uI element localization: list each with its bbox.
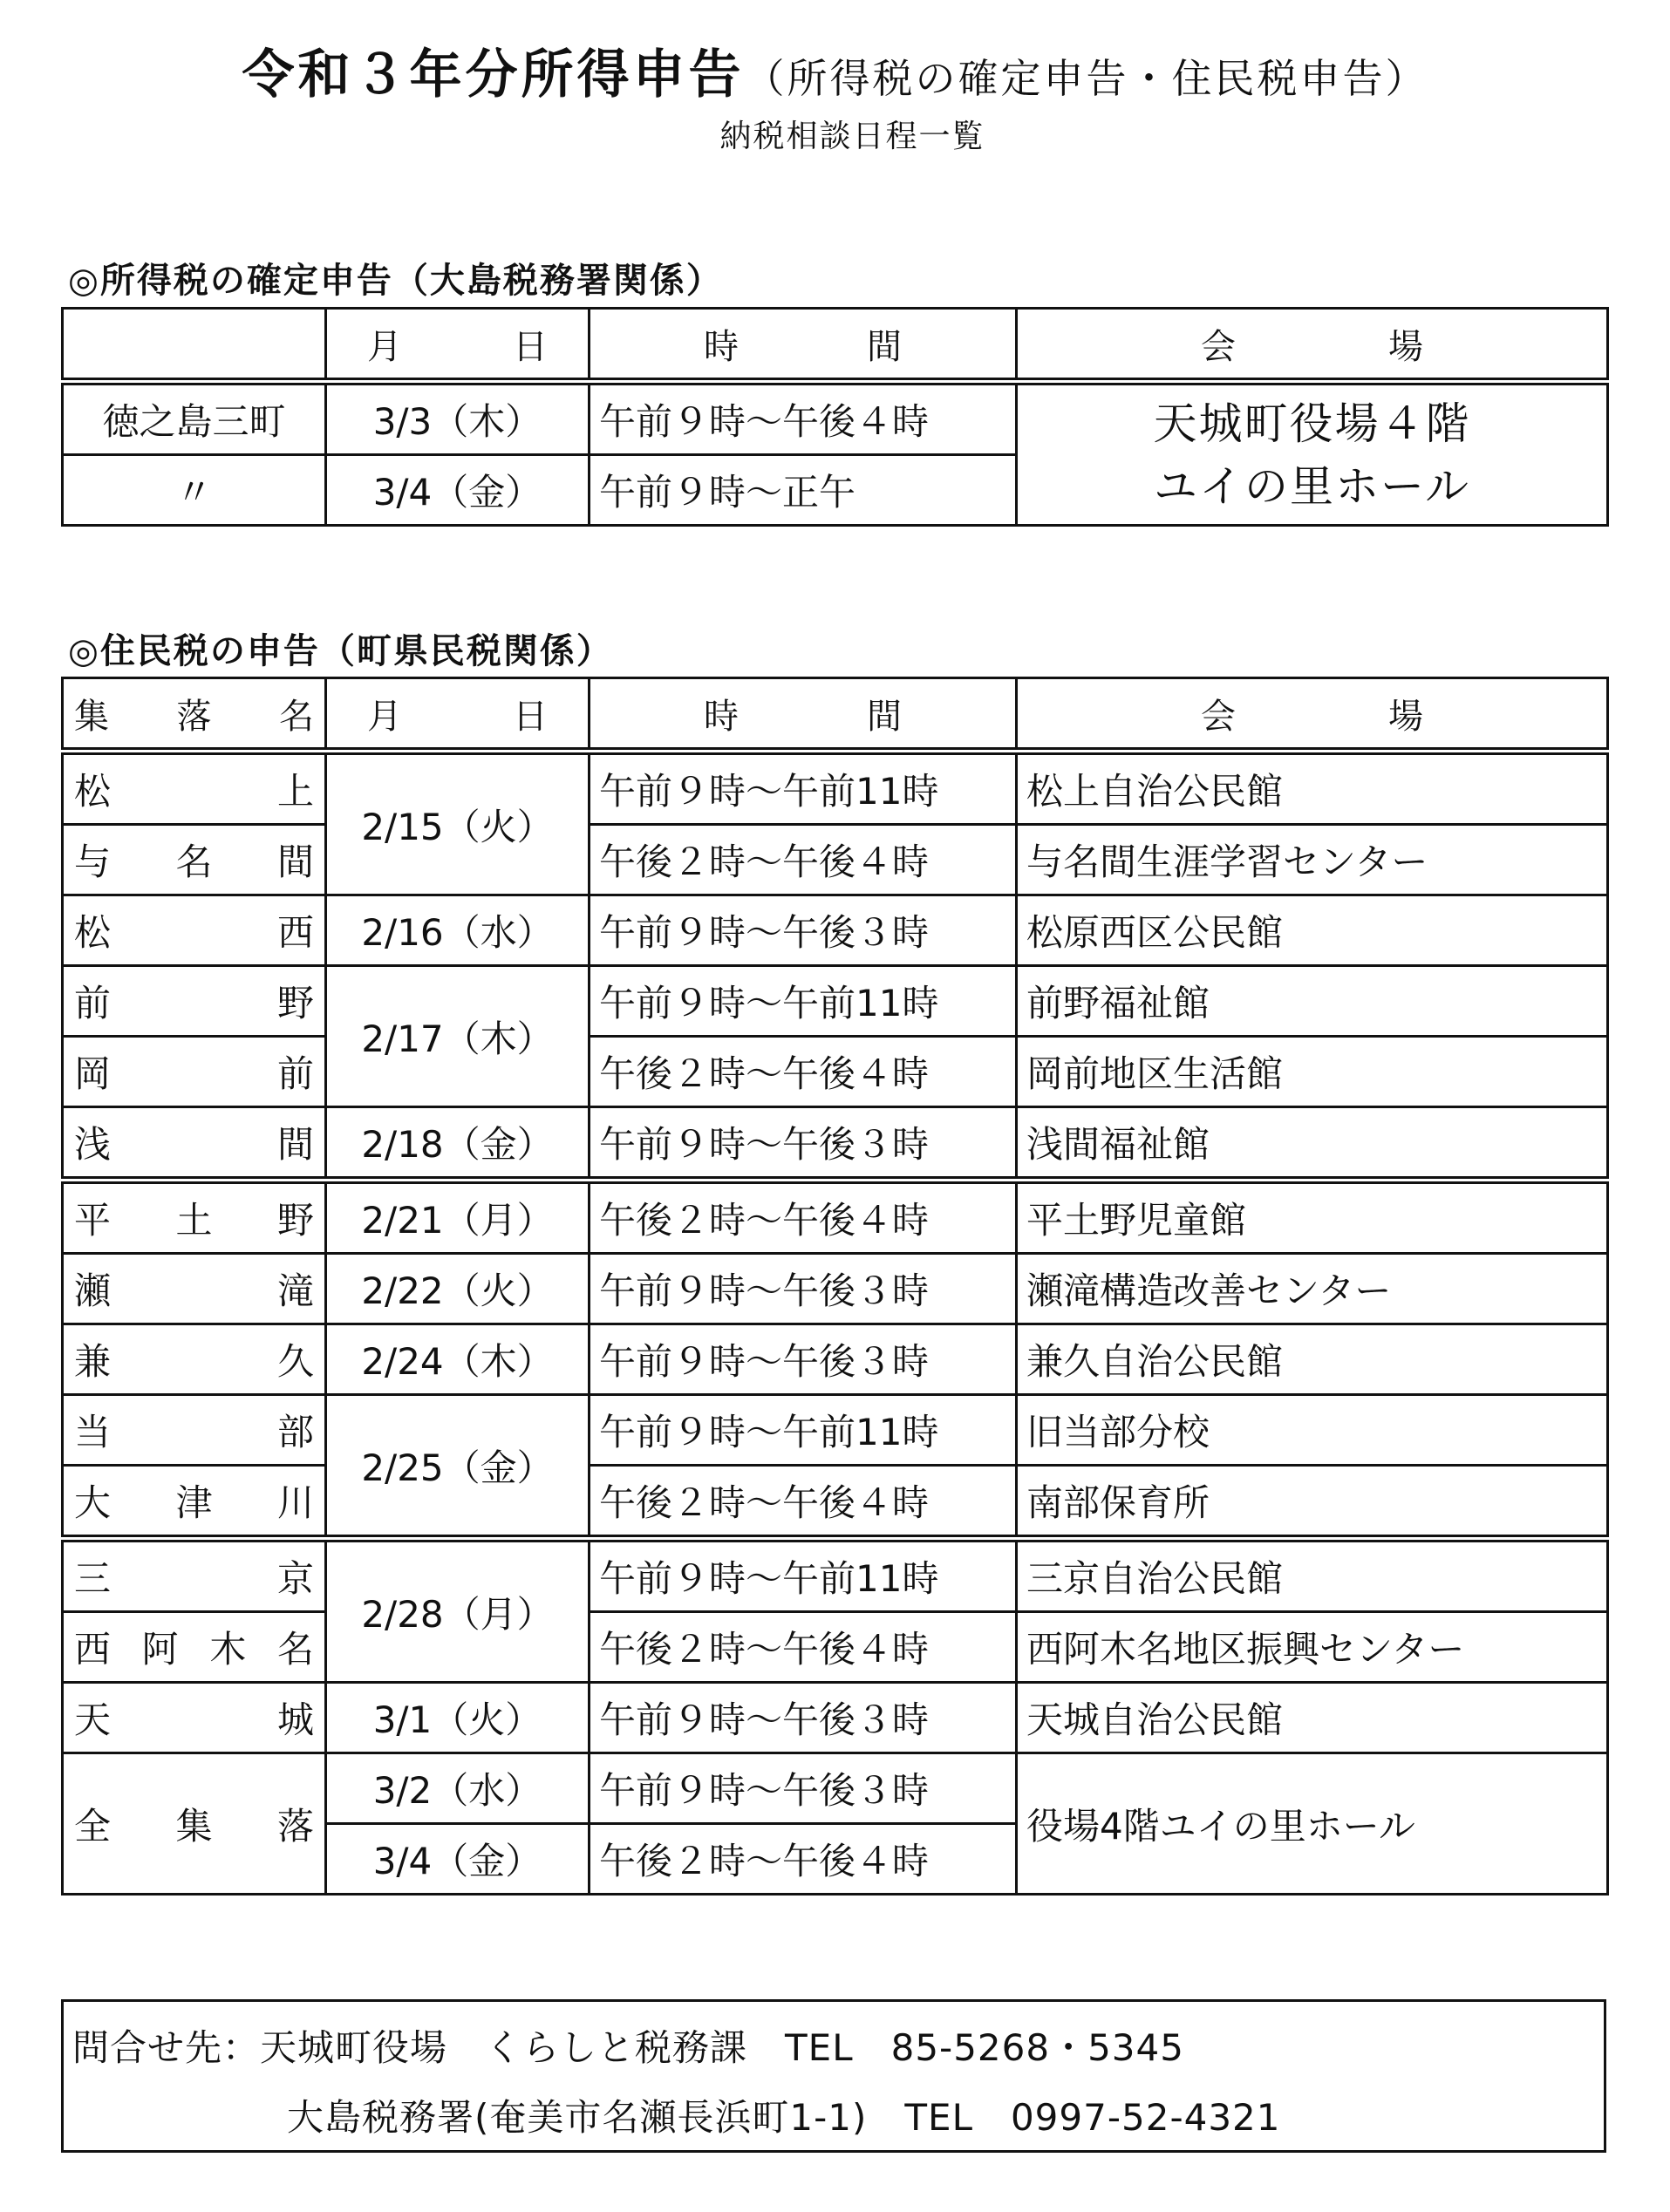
time-cell: 午後２時～午後４時	[590, 1037, 1017, 1107]
settlement-char: 部	[276, 1411, 314, 1453]
date-cell: 2/28（月）	[326, 1539, 590, 1683]
table-row	[63, 1107, 1608, 1181]
date-cell: 2/21（月）	[326, 1181, 590, 1254]
table-header-row	[63, 309, 1608, 382]
settlement-char: 土	[175, 1199, 213, 1242]
table-row	[63, 1324, 1608, 1395]
settlement-cell	[63, 966, 326, 1037]
table-header-row	[63, 678, 1608, 752]
venue-cell: 与名間生涯学習センター	[1017, 825, 1608, 895]
settlement-char: 久	[276, 1340, 314, 1383]
table-row	[63, 1395, 1608, 1466]
venue-cell: 平土野児童館	[1017, 1181, 1608, 1254]
settlement-cell	[63, 1753, 326, 1895]
settlement-char: 津	[175, 1481, 213, 1524]
settlement-char: 松	[74, 911, 112, 954]
time-cell: 午前９時～午後４時	[590, 382, 1017, 455]
date-cell: 3/3（木）	[326, 382, 590, 455]
venue-cell: 岡前地区生活館	[1017, 1037, 1608, 1107]
table-row	[63, 1539, 1608, 1612]
contact-line2: 大島税務署(奄美市名瀬長浜町1-1) TEL 0997-52-4321	[287, 2096, 1281, 2139]
venue-cell: 旧当部分校	[1017, 1395, 1608, 1466]
settlement-char: 上	[276, 770, 314, 813]
settlement-char: 浅	[74, 1123, 112, 1166]
settlement-char: 天	[74, 1698, 112, 1741]
document-subtitle: 納税相談日程一覧	[719, 119, 985, 154]
settlement-char: 前	[276, 1052, 314, 1095]
settlement-char: 間	[276, 1123, 314, 1166]
date-cell: 2/18（金）	[326, 1107, 590, 1181]
time-cell: 午前９時～午後３時	[590, 895, 1017, 966]
date-cell: 2/25（金）	[326, 1395, 590, 1539]
settlement-cell	[63, 895, 326, 966]
venue-cell: 南部保育所	[1017, 1466, 1608, 1539]
table-row	[63, 1254, 1608, 1324]
time-cell: 午後２時～午後４時	[590, 1181, 1017, 1254]
venue-cell: 浅間福祉館	[1017, 1107, 1608, 1181]
date-cell: 3/4（金）	[326, 455, 590, 526]
settlement-char: 滝	[276, 1269, 314, 1312]
time-cell: 午前９時～午後３時	[590, 1753, 1017, 1824]
settlement-cell	[63, 1107, 326, 1181]
table-row	[63, 1612, 1608, 1683]
time-cell: 午前９時～午後３時	[590, 1683, 1017, 1753]
venue-cell: 前野福祉館	[1017, 966, 1608, 1037]
settlement-char: 瀬	[74, 1269, 112, 1312]
settlement-char: 京	[276, 1557, 314, 1600]
settlement-char: 野	[276, 982, 314, 1024]
date-cell: 3/2（水）	[326, 1753, 590, 1824]
table-row	[63, 895, 1608, 966]
col-date: 月 日	[326, 309, 590, 382]
venue-cell: 天城自治公民館	[1017, 1683, 1608, 1753]
venue-cell: 西阿木名地区振興センター	[1017, 1612, 1608, 1683]
settlement-cell	[63, 1037, 326, 1107]
time-cell: 午後２時～午後４時	[590, 825, 1017, 895]
time-cell: 午前９時～正午	[590, 455, 1017, 526]
settlement-char: 集	[175, 1804, 213, 1848]
time-cell: 午前９時～午後３時	[590, 1324, 1017, 1395]
settlement-cell	[63, 1466, 326, 1539]
income-tax-schedule-table	[61, 307, 1609, 527]
date-cell: 2/24（木）	[326, 1324, 590, 1395]
table-row	[63, 752, 1608, 825]
table-row	[63, 1037, 1608, 1107]
col-area	[63, 309, 326, 382]
date-cell: 2/15（火）	[326, 752, 590, 895]
settlement-char: 間	[276, 841, 314, 883]
settlement-cell	[63, 825, 326, 895]
venue-cell: 兼久自治公民館	[1017, 1324, 1608, 1395]
settlement-char: 当	[74, 1411, 112, 1453]
venue-cell: 松上自治公民館	[1017, 752, 1608, 825]
settlement-cell	[63, 1395, 326, 1466]
table-row	[63, 1181, 1608, 1254]
time-cell: 午前９時～午後３時	[590, 1254, 1017, 1324]
col-settlement: 集 落 名	[63, 678, 326, 752]
settlement-cell	[63, 1683, 326, 1753]
venue-line2: ユイの里ホール	[1154, 460, 1470, 512]
settlement-char: 三	[74, 1557, 112, 1600]
date-cell: 2/22（火）	[326, 1254, 590, 1324]
resident-tax-schedule-table	[61, 677, 1609, 1896]
settlement-char: 松	[74, 770, 112, 813]
settlement-char: 前	[74, 982, 112, 1024]
time-cell: 午後２時～午後４時	[590, 1612, 1017, 1683]
time-cell: 午後２時～午後４時	[590, 1824, 1017, 1895]
title-sub: （所得税の確定申告・住民税申告）	[744, 55, 1428, 102]
settlement-char: 与	[74, 841, 112, 883]
table-row	[63, 1683, 1608, 1753]
settlement-char: 名	[276, 1628, 314, 1671]
date-cell: 2/16（水）	[326, 895, 590, 966]
table-row	[63, 966, 1608, 1037]
settlement-cell	[63, 1324, 326, 1395]
settlement-cell	[63, 752, 326, 825]
venue-line1: 天城町役場４階	[1153, 398, 1471, 449]
table-row	[63, 1753, 1608, 1824]
area-cell: 〃	[63, 455, 326, 526]
time-cell: 午前９時～午前11時	[590, 752, 1017, 825]
settlement-char: 全	[74, 1804, 112, 1848]
settlement-char: 野	[276, 1199, 314, 1242]
col-time: 時 間	[590, 309, 1017, 382]
venue-cell: 役場4階ユイの里ホール	[1017, 1753, 1608, 1895]
col-venue: 会 場	[1017, 678, 1608, 752]
settlement-cell	[63, 1612, 326, 1683]
settlement-char: 阿	[141, 1628, 179, 1671]
time-cell: 午前９時～午後３時	[590, 1107, 1017, 1181]
table-row	[63, 825, 1608, 895]
section1-heading: ◎所得税の確定申告（大島税務署関係）	[68, 261, 723, 301]
time-cell: 午前９時～午前11時	[590, 1395, 1017, 1466]
settlement-char: 西	[276, 911, 314, 954]
settlement-char: 岡	[74, 1052, 112, 1095]
settlement-cell	[63, 1539, 326, 1612]
contact-line1: 問合せ先：天城町役場 くらしと税務課 TEL 85-5268・5345	[72, 2026, 1184, 2069]
venue-cell: 松原西区公民館	[1017, 895, 1608, 966]
col-venue: 会 場	[1017, 309, 1608, 382]
col-date: 月 日	[326, 678, 590, 752]
title-main: 令和３年分所得申告	[242, 44, 745, 105]
settlement-char: 兼	[74, 1340, 112, 1383]
date-cell: 3/4（金）	[326, 1824, 590, 1895]
venue-cell	[1017, 382, 1608, 526]
settlement-char: 川	[276, 1481, 314, 1524]
col-time: 時 間	[590, 678, 1017, 752]
settlement-char: 名	[175, 841, 213, 883]
table-row	[63, 1466, 1608, 1539]
table-row	[63, 382, 1608, 455]
settlement-cell	[63, 1254, 326, 1324]
settlement-char: 木	[209, 1628, 247, 1671]
settlement-char: 大	[74, 1481, 112, 1524]
settlement-char: 西	[74, 1628, 112, 1671]
section2-heading: ◎住民税の申告（町県民税関係）	[68, 631, 613, 671]
area-cell: 徳之島三町	[63, 382, 326, 455]
settlement-cell	[63, 1181, 326, 1254]
time-cell: 午前９時～午前11時	[590, 1539, 1017, 1612]
settlement-char: 平	[74, 1199, 112, 1242]
time-cell: 午後２時～午後４時	[590, 1466, 1017, 1539]
time-cell: 午前９時～午前11時	[590, 966, 1017, 1037]
venue-cell: 瀬滝構造改善センター	[1017, 1254, 1608, 1324]
date-cell: 2/17（木）	[326, 966, 590, 1107]
contact-box	[61, 1999, 1606, 2153]
venue-cell: 三京自治公民館	[1017, 1539, 1608, 1612]
settlement-char: 落	[276, 1804, 314, 1848]
document-title	[0, 33, 1670, 108]
settlement-char: 城	[276, 1698, 314, 1741]
date-cell: 3/1（火）	[326, 1683, 590, 1753]
